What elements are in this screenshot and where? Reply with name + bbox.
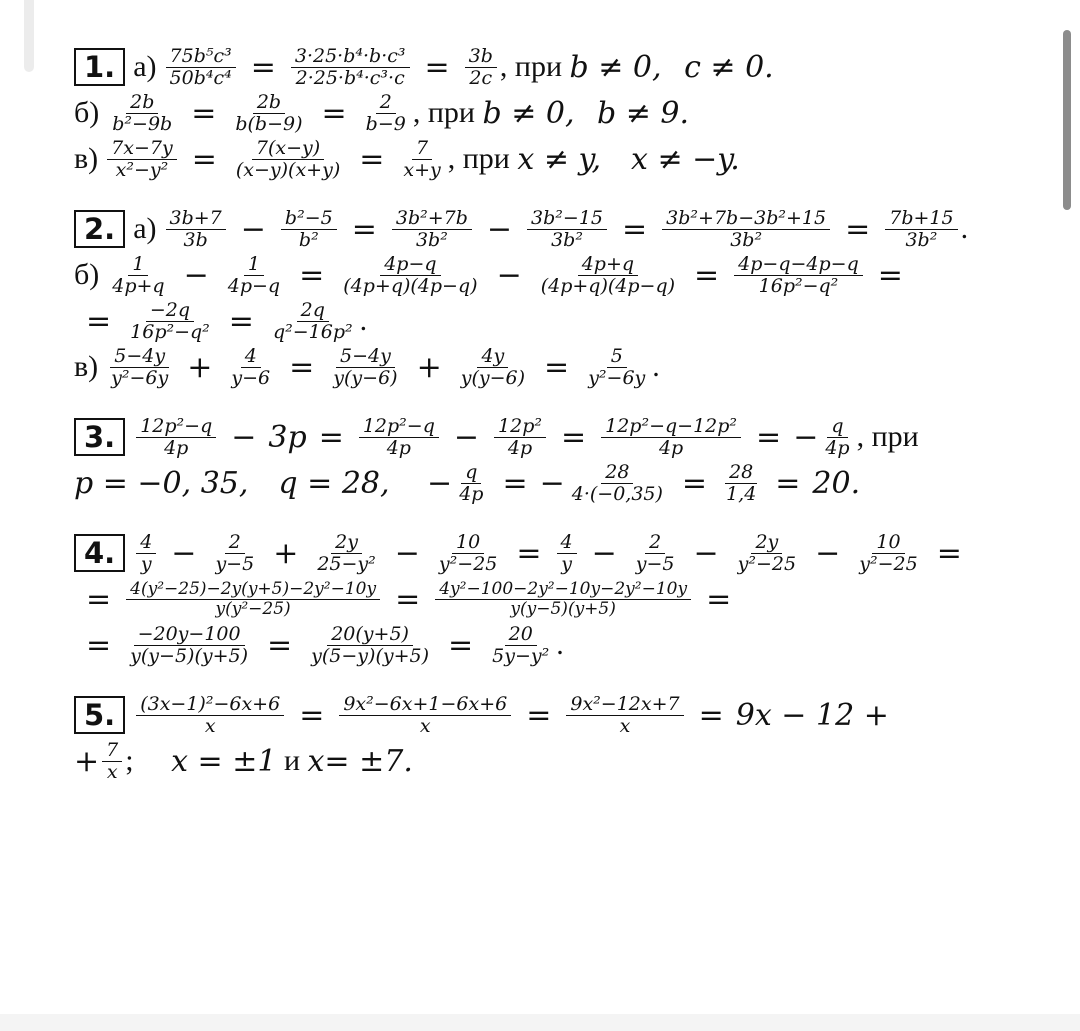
denominator: 5y−y²	[492, 644, 550, 667]
fraction	[488, 624, 553, 667]
numerator: b²−5	[281, 208, 337, 230]
math-expression: 9x − 12 +	[735, 697, 889, 733]
text-fragment: .	[359, 304, 368, 337]
fraction	[108, 92, 176, 135]
numerator: 4(y²−25)−2y(y+5)−2y²−10y	[126, 580, 380, 600]
operator: −	[394, 535, 420, 571]
equation-line	[74, 298, 1029, 344]
fraction	[307, 624, 433, 667]
denominator: y²−25	[737, 552, 797, 575]
denominator: y	[561, 552, 572, 575]
numerator: 9x²−12x+7	[566, 694, 683, 716]
numerator: 2y	[331, 532, 362, 554]
numerator: 10	[872, 532, 904, 554]
equation-line	[74, 206, 1029, 252]
fraction	[107, 138, 177, 181]
numerator: 2q	[297, 300, 329, 322]
numerator: 3b²+7b−3b²+15	[662, 208, 830, 230]
denominator: x	[204, 714, 216, 737]
numerator: 2b	[253, 92, 285, 114]
denominator: (4p+q)(4p−q)	[343, 274, 478, 297]
equation-line	[74, 530, 1029, 576]
math-expression: x= ±7.	[307, 743, 413, 779]
fraction	[224, 254, 284, 297]
fraction	[557, 532, 577, 575]
fraction	[339, 694, 511, 737]
denominator: x	[419, 714, 431, 737]
equation-line	[74, 738, 1029, 784]
text-fragment	[248, 466, 278, 500]
numerator: 4y	[477, 346, 508, 368]
fraction	[568, 462, 667, 505]
text-fragment: , при	[412, 96, 483, 129]
operator: =	[86, 627, 112, 663]
numerator: (3x−1)²−6x+6	[136, 694, 284, 716]
math-expression: c ≠ 0.	[684, 49, 774, 85]
numerator: 75b⁵c³	[166, 46, 236, 68]
denominator: 4p	[507, 436, 533, 459]
equation-line	[74, 622, 1029, 668]
operator: =	[516, 535, 542, 571]
fraction	[734, 532, 800, 575]
math-expression: −	[427, 465, 453, 501]
operator: =	[321, 95, 347, 131]
denominator: y(y²−25)	[215, 598, 291, 619]
numerator: 4p−q−4p−q	[734, 254, 863, 276]
denominator: 4p−q	[227, 274, 281, 297]
part-label: б)	[74, 96, 100, 129]
math-expression: x = ±1	[171, 743, 277, 779]
fraction	[281, 208, 337, 251]
text-fragment	[390, 466, 428, 500]
numerator: 12p²−q	[136, 416, 216, 438]
vertical-scrollbar[interactable]	[1063, 30, 1071, 210]
denominator: y²−6y	[588, 366, 646, 389]
numerator: 7x−7y	[107, 138, 177, 160]
numerator: 2y	[751, 532, 782, 554]
numerator: 12p²−q	[359, 416, 439, 438]
denominator: 2c	[469, 66, 493, 89]
text-fragment	[662, 50, 685, 84]
operator: −	[183, 257, 209, 293]
operator: =	[622, 211, 648, 247]
numerator: 20(y+5)	[327, 624, 413, 646]
numerator: 10	[452, 532, 484, 554]
numerator: 20	[505, 624, 537, 646]
numerator: 3b+7	[166, 208, 226, 230]
problem-number: 3.	[74, 418, 125, 456]
fraction	[457, 346, 529, 389]
numerator: 1	[244, 254, 264, 276]
operator: −	[486, 211, 513, 247]
denominator: 4p	[164, 436, 189, 459]
operator: =	[228, 303, 254, 339]
text-fragment	[601, 142, 631, 176]
numerator: 2	[225, 532, 245, 554]
text-fragment: и	[276, 744, 308, 777]
problem-number: 2.	[74, 210, 125, 248]
operator: −	[496, 257, 522, 293]
operator: =	[86, 581, 112, 617]
numerator: 4	[136, 532, 156, 554]
numerator: 5−4y	[336, 346, 395, 368]
solutions-document	[74, 44, 1029, 808]
denominator: y²−25	[438, 552, 498, 575]
numerator: 3b	[465, 46, 497, 68]
fraction	[166, 208, 226, 251]
fraction	[662, 208, 830, 251]
operator: =	[424, 49, 450, 85]
denominator: y²−25	[859, 552, 918, 575]
denominator: 4·(−0,35)	[571, 482, 663, 505]
operator: −	[591, 535, 617, 571]
fraction	[584, 346, 649, 389]
operator: =	[299, 697, 325, 733]
math-expression: b ≠ 0,	[482, 95, 575, 131]
fraction	[126, 580, 380, 619]
fraction	[291, 46, 410, 89]
fraction	[392, 208, 472, 251]
numerator: −20y−100	[134, 624, 245, 646]
operator: −	[231, 419, 257, 455]
denominator: 3b²	[415, 228, 448, 251]
fraction	[136, 694, 284, 737]
text-fragment: , при	[447, 142, 518, 175]
math-expression: 20.	[812, 465, 861, 501]
fraction	[821, 416, 853, 459]
numerator: 28	[601, 462, 633, 484]
numerator: −2q	[146, 300, 194, 322]
denominator: x	[619, 714, 631, 737]
fraction	[227, 346, 274, 389]
equation-line	[74, 90, 1029, 136]
denominator: (4p+q)(4p−q)	[540, 274, 676, 297]
denominator: y(5−y)(y+5)	[311, 644, 430, 667]
operator: =	[191, 141, 217, 177]
denominator: y	[140, 552, 152, 575]
part-label: в)	[74, 350, 99, 383]
numerator: 5	[607, 346, 627, 368]
fraction	[339, 254, 481, 297]
operator: −	[171, 535, 197, 571]
fraction	[885, 208, 957, 251]
fraction	[269, 300, 357, 343]
fraction	[313, 532, 379, 575]
operator: −	[693, 535, 719, 571]
fraction	[632, 532, 679, 575]
math-expression: q = 28,	[278, 465, 390, 501]
fraction	[136, 416, 216, 459]
denominator: b²−9b	[112, 112, 173, 135]
problem-number: 4.	[74, 534, 125, 572]
fraction	[734, 254, 863, 297]
numerator: 28	[725, 462, 757, 484]
denominator: 3b²	[905, 228, 938, 251]
fraction	[537, 254, 679, 297]
operator: =	[775, 465, 801, 501]
fraction	[566, 694, 683, 737]
fraction	[855, 532, 921, 575]
text-fragment: ;	[125, 744, 172, 777]
part-label: а)	[133, 50, 157, 83]
denominator: 2·25·b⁴·c³·c	[295, 66, 405, 89]
numerator: q	[461, 462, 481, 484]
denominator: y−5	[215, 552, 255, 575]
fraction	[329, 346, 401, 389]
equation-line	[74, 136, 1029, 182]
operator: −	[240, 211, 266, 247]
math-expression: −	[793, 419, 819, 455]
operator: =	[694, 257, 720, 293]
denominator: 4p	[386, 436, 411, 459]
denominator: 1,4	[726, 482, 757, 505]
denominator: (x−y)(x+y)	[235, 158, 341, 181]
denominator: y(y−6)	[333, 366, 398, 389]
text-fragment: .	[556, 628, 564, 661]
numerator: 7b+15	[885, 208, 957, 230]
denominator: y²−6y	[111, 366, 169, 389]
numerator: 4	[241, 346, 261, 368]
fraction	[107, 346, 172, 389]
text-fragment: , при	[856, 420, 919, 453]
denominator: 16p²−q²	[758, 274, 839, 297]
denominator: x+y	[403, 158, 441, 181]
equation-line	[74, 460, 1029, 506]
operator: =	[560, 419, 587, 455]
numerator: 3b²+7b	[392, 208, 472, 230]
text-fragment	[575, 96, 598, 130]
equation-line	[74, 344, 1029, 390]
operator: =	[448, 627, 474, 663]
operator: =	[191, 95, 217, 131]
operator: −	[453, 419, 480, 455]
text-fragment: .	[652, 350, 660, 383]
operator: −	[815, 535, 841, 571]
fraction	[494, 416, 546, 459]
operator: =	[698, 697, 724, 733]
denominator: 3b	[183, 228, 208, 251]
text-fragment: , при	[499, 50, 570, 83]
numerator: 4p−q	[380, 254, 440, 276]
operator: =	[299, 257, 325, 293]
math-expression: x ≠ −y.	[631, 141, 740, 177]
problem-block	[74, 206, 1029, 390]
operator: +	[273, 535, 299, 571]
operator: =	[289, 349, 315, 385]
math-expression: x ≠ y,	[517, 141, 601, 177]
fraction	[465, 46, 497, 89]
fraction	[359, 416, 439, 459]
numerator: 2	[645, 532, 665, 554]
fraction	[527, 208, 607, 251]
numerator: 5−4y	[110, 346, 169, 368]
denominator: y(y−6)	[460, 366, 526, 389]
operator: =	[845, 211, 871, 247]
fraction	[362, 92, 410, 135]
problem-block	[74, 414, 1029, 506]
numerator: 1	[128, 254, 148, 276]
denominator: 4p+q	[112, 274, 165, 297]
part-label: в)	[74, 142, 99, 175]
left-scroll-indicator[interactable]	[24, 0, 34, 72]
fraction	[435, 532, 501, 575]
denominator: 3b²	[730, 228, 763, 251]
part-label: а)	[133, 212, 157, 245]
operator: =	[877, 257, 903, 293]
math-expression: p = −0, 35,	[74, 465, 249, 501]
fraction	[166, 46, 236, 89]
fraction	[102, 740, 122, 783]
operator: +	[416, 349, 442, 385]
fraction	[232, 138, 344, 181]
fraction	[231, 92, 306, 135]
math-expression: +	[74, 743, 100, 779]
fraction	[601, 416, 741, 459]
operator: =	[502, 465, 528, 501]
math-expression: b ≠ 9.	[597, 95, 690, 131]
numerator: 7	[102, 740, 122, 762]
bottom-edge	[0, 1014, 1080, 1031]
operator: =	[681, 465, 708, 501]
problem-block	[74, 530, 1029, 668]
denominator: q²−16p²	[272, 320, 353, 343]
numerator: 9x²−6x+1−6x+6	[339, 694, 511, 716]
equation-line	[74, 692, 1029, 738]
numerator: q	[827, 416, 847, 438]
denominator: b²	[298, 228, 319, 251]
numerator: 4	[557, 532, 577, 554]
denominator: x²−y²	[115, 158, 169, 181]
numerator: 12p²	[494, 416, 546, 438]
numerator: 3b²−15	[527, 208, 607, 230]
problem-number: 5.	[74, 696, 125, 734]
operator: +	[187, 349, 213, 385]
numerator: 4p+q	[578, 254, 638, 276]
numerator: 4y²−100−2y²−10y−2y²−10y	[435, 580, 691, 600]
math-expression: 3p	[268, 419, 307, 455]
fraction	[399, 138, 444, 181]
numerator: 12p²−q−12p²	[601, 416, 741, 438]
denominator: y(y−5)(y+5)	[130, 644, 249, 667]
denominator: b−9	[365, 112, 406, 135]
fraction	[126, 300, 214, 343]
denominator: 3b²	[551, 228, 583, 251]
operator: =	[544, 349, 570, 385]
fraction	[722, 462, 760, 505]
equation-line	[74, 414, 1029, 460]
denominator: 25−y²	[317, 552, 376, 575]
operator: =	[318, 419, 344, 455]
denominator: b(b−9)	[235, 112, 303, 135]
denominator: y−5	[635, 552, 675, 575]
fraction	[108, 254, 168, 297]
operator: =	[267, 627, 293, 663]
fraction	[136, 532, 156, 575]
denominator: 4p	[658, 436, 684, 459]
fraction	[211, 532, 258, 575]
math-expression: −	[539, 465, 565, 501]
operator: =	[359, 141, 385, 177]
numerator: 2	[376, 92, 396, 114]
operator: =	[706, 581, 732, 617]
problem-block	[74, 44, 1029, 182]
operator: =	[395, 581, 421, 617]
equation-line	[74, 44, 1029, 90]
operator: =	[936, 535, 962, 571]
text-fragment: .	[960, 212, 969, 245]
operator: =	[526, 697, 552, 733]
denominator: 4p	[825, 436, 850, 459]
part-label: б)	[74, 258, 100, 291]
fraction	[126, 624, 252, 667]
denominator: y−6	[231, 366, 271, 389]
equation-line	[74, 252, 1029, 298]
denominator: 16p²−q²	[130, 320, 210, 343]
fraction	[455, 462, 487, 505]
numerator: 3·25·b⁴·b·c³	[291, 46, 410, 68]
equation-line	[74, 576, 1029, 622]
operator: =	[250, 49, 276, 85]
fraction	[435, 580, 691, 619]
operator: =	[86, 303, 112, 339]
math-expression: b ≠ 0,	[569, 49, 662, 85]
denominator: y(y−5)(y+5)	[510, 598, 616, 619]
denominator: x	[106, 760, 118, 783]
problem-number: 1.	[74, 48, 125, 86]
numerator: 7	[412, 138, 432, 160]
denominator: 50b⁴c⁴	[169, 66, 232, 89]
denominator: 4p	[459, 482, 484, 505]
numerator: 7(x−y)	[252, 138, 324, 160]
numerator: 2b	[126, 92, 158, 114]
problem-block	[74, 692, 1029, 784]
operator: =	[756, 419, 782, 455]
operator: =	[351, 211, 377, 247]
